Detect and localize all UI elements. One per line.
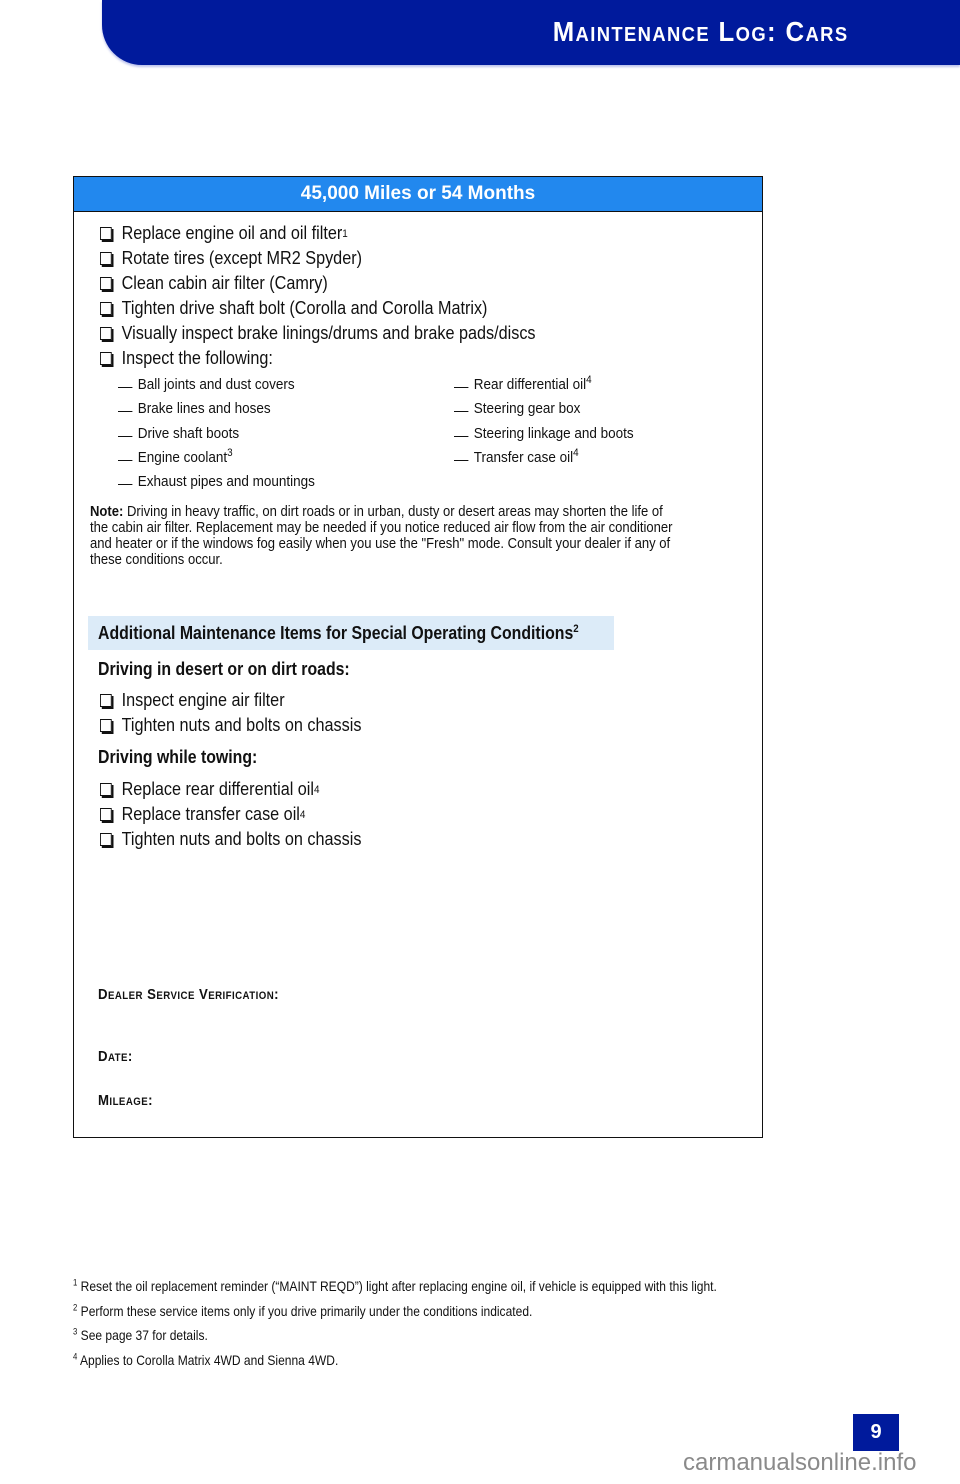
desert-heading: Driving in desert or on dirt roads: [98, 659, 350, 679]
blank-line[interactable] [118, 484, 132, 485]
towing-heading: Driving while towing: [98, 747, 258, 767]
blank-line[interactable] [118, 411, 132, 412]
towing-checklist [100, 777, 391, 852]
inspect-item[interactable]: Drive shaft boots [118, 422, 315, 446]
checklist-item[interactable]: Inspect the following: [100, 346, 536, 371]
dealer-verification-label: Dealer Service Verification: [98, 986, 279, 1003]
inspect-list-left [118, 373, 337, 494]
footnote: $^3$ See page 37 for details. [73, 1326, 208, 1343]
checklist-item[interactable]: Rotate tires (except MR2 Spyder) [100, 246, 536, 271]
mileage-label: Mileage: [98, 1092, 153, 1109]
blank-line[interactable] [118, 436, 132, 437]
checkbox-icon[interactable] [100, 327, 112, 340]
checklist-item[interactable]: Tighten nuts and bolts on chassis [100, 827, 361, 852]
inspect-item[interactable]: Steering gear box [454, 397, 634, 421]
header-band [102, 0, 960, 65]
checkbox-icon[interactable] [100, 833, 112, 846]
inspect-item[interactable]: Brake lines and hoses [118, 397, 315, 421]
inspect-list-right [454, 373, 654, 470]
page-number: 9 [853, 1414, 899, 1451]
maintenance-panel [73, 176, 763, 1138]
checkbox-icon[interactable] [100, 227, 112, 240]
note-label: Note: [90, 504, 124, 520]
checklist-item[interactable]: Tighten drive shaft bolt (Corolla and Corolla Matrix) [100, 296, 536, 321]
checklist-item[interactable]: Visually inspect brake linings/drums and brake pads/discs [100, 321, 536, 346]
special-conditions-band [88, 616, 614, 650]
checkbox-icon[interactable] [100, 352, 112, 365]
footnote: $^2$ Perform these service items only if you drive primarily under the conditions indicated. [73, 1301, 533, 1319]
footnote: $^1$ Reset the oil replacement reminder (“MAINT REQD”) light after replacing engine oil, if vehicle is equipped with this light. [73, 1277, 717, 1294]
note-text: Driving in heavy traffic, on dirt roads or in urban, dusty or desert areas may shorten the life of the cabin air filter. Replacement may be needed if you notice reduced air flow from the air conditioner and heater or if the windows fog easily when you use the "Fresh" mode. Consult your dealer if any of these conditions occur. [90, 504, 673, 568]
checkbox-icon[interactable] [100, 302, 112, 315]
checkbox-icon[interactable] [100, 252, 112, 265]
checkbox-icon[interactable] [100, 783, 112, 796]
checkbox-icon[interactable] [100, 719, 112, 732]
checkbox-icon[interactable] [100, 277, 112, 290]
checklist-item[interactable]: Tighten nuts and bolts on chassis [100, 713, 361, 738]
checklist-item[interactable]: Replace transfer case oil 4 [100, 802, 361, 827]
inspect-item[interactable]: Exhaust pipes and mountings [118, 470, 315, 494]
blank-line[interactable] [454, 436, 468, 437]
blank-line[interactable] [454, 460, 468, 461]
checklist-item[interactable]: Clean cabin air filter (Camry) [100, 271, 536, 296]
checklist-item[interactable]: Replace engine oil and oil filter 1 [100, 221, 536, 246]
inspect-item[interactable]: Steering linkage and boots [454, 422, 634, 446]
checklist-item[interactable]: Inspect engine air filter [100, 688, 361, 713]
footnote: $^4$ Applies to Corolla Matrix 4WD and Sienna 4WD. [73, 1350, 339, 1368]
inspect-item[interactable]: Rear differential oil$^4$ [454, 373, 634, 397]
footnotes [73, 1276, 822, 1374]
blank-line[interactable] [454, 387, 468, 388]
special-conditions-title: Additional Maintenance Items for Special Operating Conditions$^2$ [98, 623, 579, 643]
watermark: carmanualsonline.info [683, 1449, 917, 1476]
inspect-item[interactable]: Engine coolant$^3$ [118, 446, 315, 470]
note-paragraph [90, 504, 684, 568]
checkbox-icon[interactable] [100, 694, 112, 707]
page-title: Maintenance Log: Cars [552, 16, 848, 47]
desert-checklist [100, 688, 391, 738]
blank-line[interactable] [454, 411, 468, 412]
inspect-item[interactable]: Transfer case oil$^4$ [454, 446, 634, 470]
interval-heading: 45,000 Miles or 54 Months [74, 177, 762, 212]
checklist-item[interactable]: Replace rear differential oil 4 [100, 777, 361, 802]
checkbox-icon[interactable] [100, 808, 112, 821]
blank-line[interactable] [118, 387, 132, 388]
date-label: Date: [98, 1048, 133, 1065]
service-checklist [100, 221, 584, 371]
inspect-item[interactable]: Ball joints and dust covers [118, 373, 315, 397]
blank-line[interactable] [118, 460, 132, 461]
